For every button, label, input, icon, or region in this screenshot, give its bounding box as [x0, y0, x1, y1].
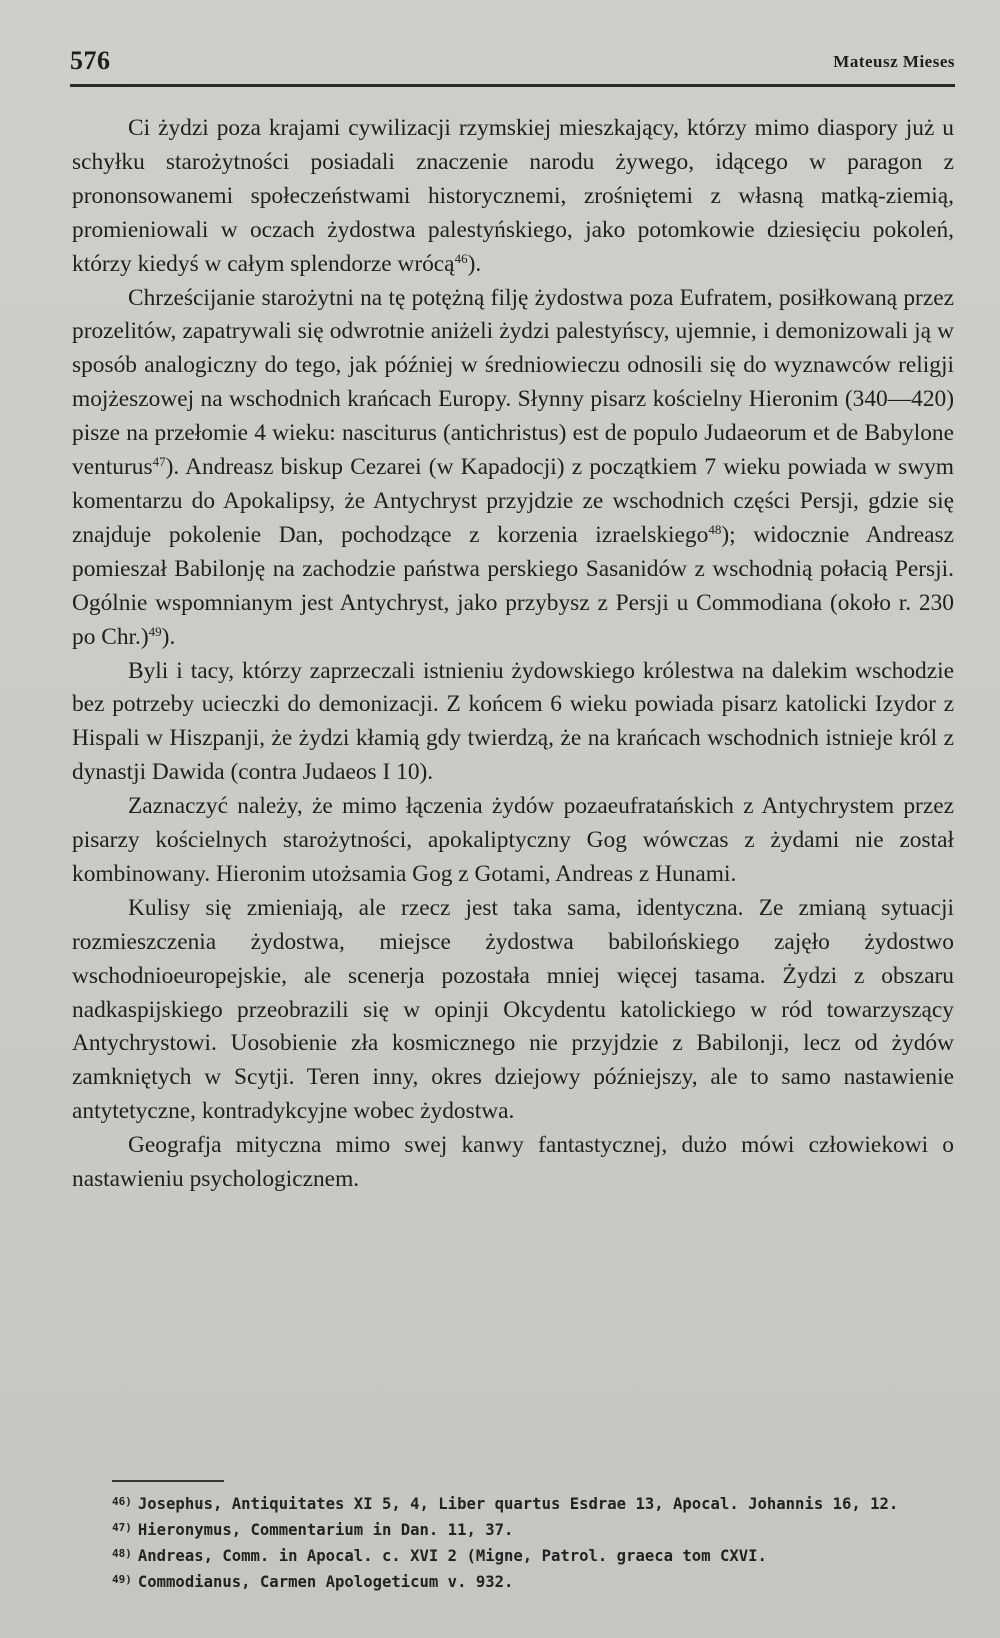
footnote	[112, 1568, 954, 1594]
footnote-text: Josephus, Antiquitates XI 5, 4, Liber quartus Esdrae 13, Apocal. Johannis 16, 12.	[137, 1495, 899, 1513]
footnote-number: 47)	[112, 1521, 132, 1534]
running-head: Mateusz Mieses	[833, 52, 955, 71]
paragraph-text: ). Andreasz biskup Cezarei (w Kapadocji) z początkiem 7 wieku powiada w swym komentarzu do Apokalipsy, że Antychryst przyjdzie ze wschodnich części Persji, gdzie się znajduje pokolenie Dan, pochodzące z korzenia izraelskiego	[72, 454, 954, 548]
paragraph-3: Byli i tacy, którzy zaprzeczali istnieniu żydowskiego królestwa na dalekim wschodzie bez potrzeby ucieczki do demonizacji. Z końcem 6 wieku powiada pisarz katolicki Izydor z Hispali w Hiszpanji, że żydzi kłamią gdy twierdzą, że na krańcach wschodnich istnieje król z dynastji Dawida (contra Judaeos I 10).	[72, 657, 954, 786]
paragraph-text: Ci żydzi poza krajami cywilizacji rzymskiej mieszkający, którzy mimo diaspory już u schyłku starożytności posiadali znaczenie narodu żywego, idącego w paragon z prononsowanemi społeczeństwami historycznemi, zrośniętemi z własną matką-ziemią, promieniowali w oczach żydostwa palestyńskiego, jako potomkowie dziesięciu pokoleń, którzy kiedyś w całym splendorze wrócą	[72, 115, 954, 277]
footnote-text: Hieronymus, Commentarium in Dan. 11, 37.	[137, 1521, 514, 1539]
footnote	[112, 1542, 954, 1568]
footnote-text: Commodianus, Carmen Apologeticum v. 932.	[137, 1573, 514, 1591]
footnote-text: Andreas, Comm. in Apocal. c. XVI 2 (Migne, Patrol. graeca tom CXVI.	[137, 1547, 767, 1565]
footnote	[112, 1490, 954, 1516]
paragraph-text: ).	[161, 623, 176, 650]
paragraph-text: ).	[467, 250, 482, 277]
paragraph-2	[72, 282, 954, 655]
footnote-ref: 48	[708, 521, 722, 537]
footnotes	[112, 1490, 954, 1594]
paragraph-5: Kulisy się zmieniają, ale rzecz jest taka sama, identyczna. Ze zmianą sytuacji rozmieszczenia żydostwa, miejsce żydostwa babilońskiego zajęło żydostwo wschodnioeuropejskie, ale scenerja pozostała mniej więcej tasama. Żydzi z obszaru nadkaspijskiego przeobrazili się w opinji Okcydentu katolickiego w ród towarzyszący Antychrystowi. Uosobienie zła kosmicznego nie przyjdzie z Babilonji, lecz od żydów zamkniętych w Scytji. Teren inny, okres dziejowy późniejszy, ale to samo nastawienie antytetyczne, kontradykcyjne wobec żydostwa.	[72, 894, 954, 1125]
paragraph-4: Zaznaczyć należy, że mimo łączenia żydów pozaeufratańskich z Antychrystem przez pisarzy kościelnych starożytności, apokaliptyczny Gog wówczas z żydami nie został kombinowany. Hieronim utożsamia Gog z Gotami, Andreas z Hunami.	[72, 793, 954, 887]
footnote	[112, 1516, 954, 1542]
footnote-number: 46)	[112, 1495, 132, 1508]
paragraph-1	[72, 112, 954, 282]
footnote-rule	[112, 1480, 224, 1482]
paragraph-text: ); widocznie Andreasz pomieszał Babilonję na zachodzie państwa perskiego Sasanidów z wschodnią połacią Persji. Ogólnie wspomnianym jest Antychryst, jako przybysz z Persji u Commodiana (około r. 230 po Chr.)	[72, 521, 954, 650]
paragraph-text: Chrześcijanie starożytni na tę potężną filję żydostwa poza Eufratem, posiłkowaną przez prozelitów, zapatrywali się odwrotnie aniżeli żydzi palestyńscy, ujemnie, i demonizowali ją w sposób analogiczny do tego, jak później w średniowieczu odnosili się do wyznawców religji mojżeszowej na wschodnich krańcach Europy. Słynny pisarz kościelny Hieronim (340—420) pisze na przełomie 4 wieku: nasciturus (antichristus) est de populo Judaeorum et de Babylone venturus	[72, 284, 954, 481]
footnote-number: 49)	[112, 1573, 132, 1586]
body-text	[72, 112, 954, 1197]
page-number: 576	[70, 46, 111, 75]
footnote-number: 48)	[112, 1547, 132, 1560]
header-rule	[70, 84, 955, 87]
footnote-ref: 47	[152, 454, 166, 470]
footnote-ref: 49	[148, 623, 162, 639]
page-header	[70, 44, 955, 84]
paragraph-6: Geografja mityczna mimo swej kanwy fantastycznej, dużo mówi człowiekowi o nastawieniu psychologicznem.	[72, 1132, 954, 1193]
footnote-ref: 46	[454, 250, 468, 266]
